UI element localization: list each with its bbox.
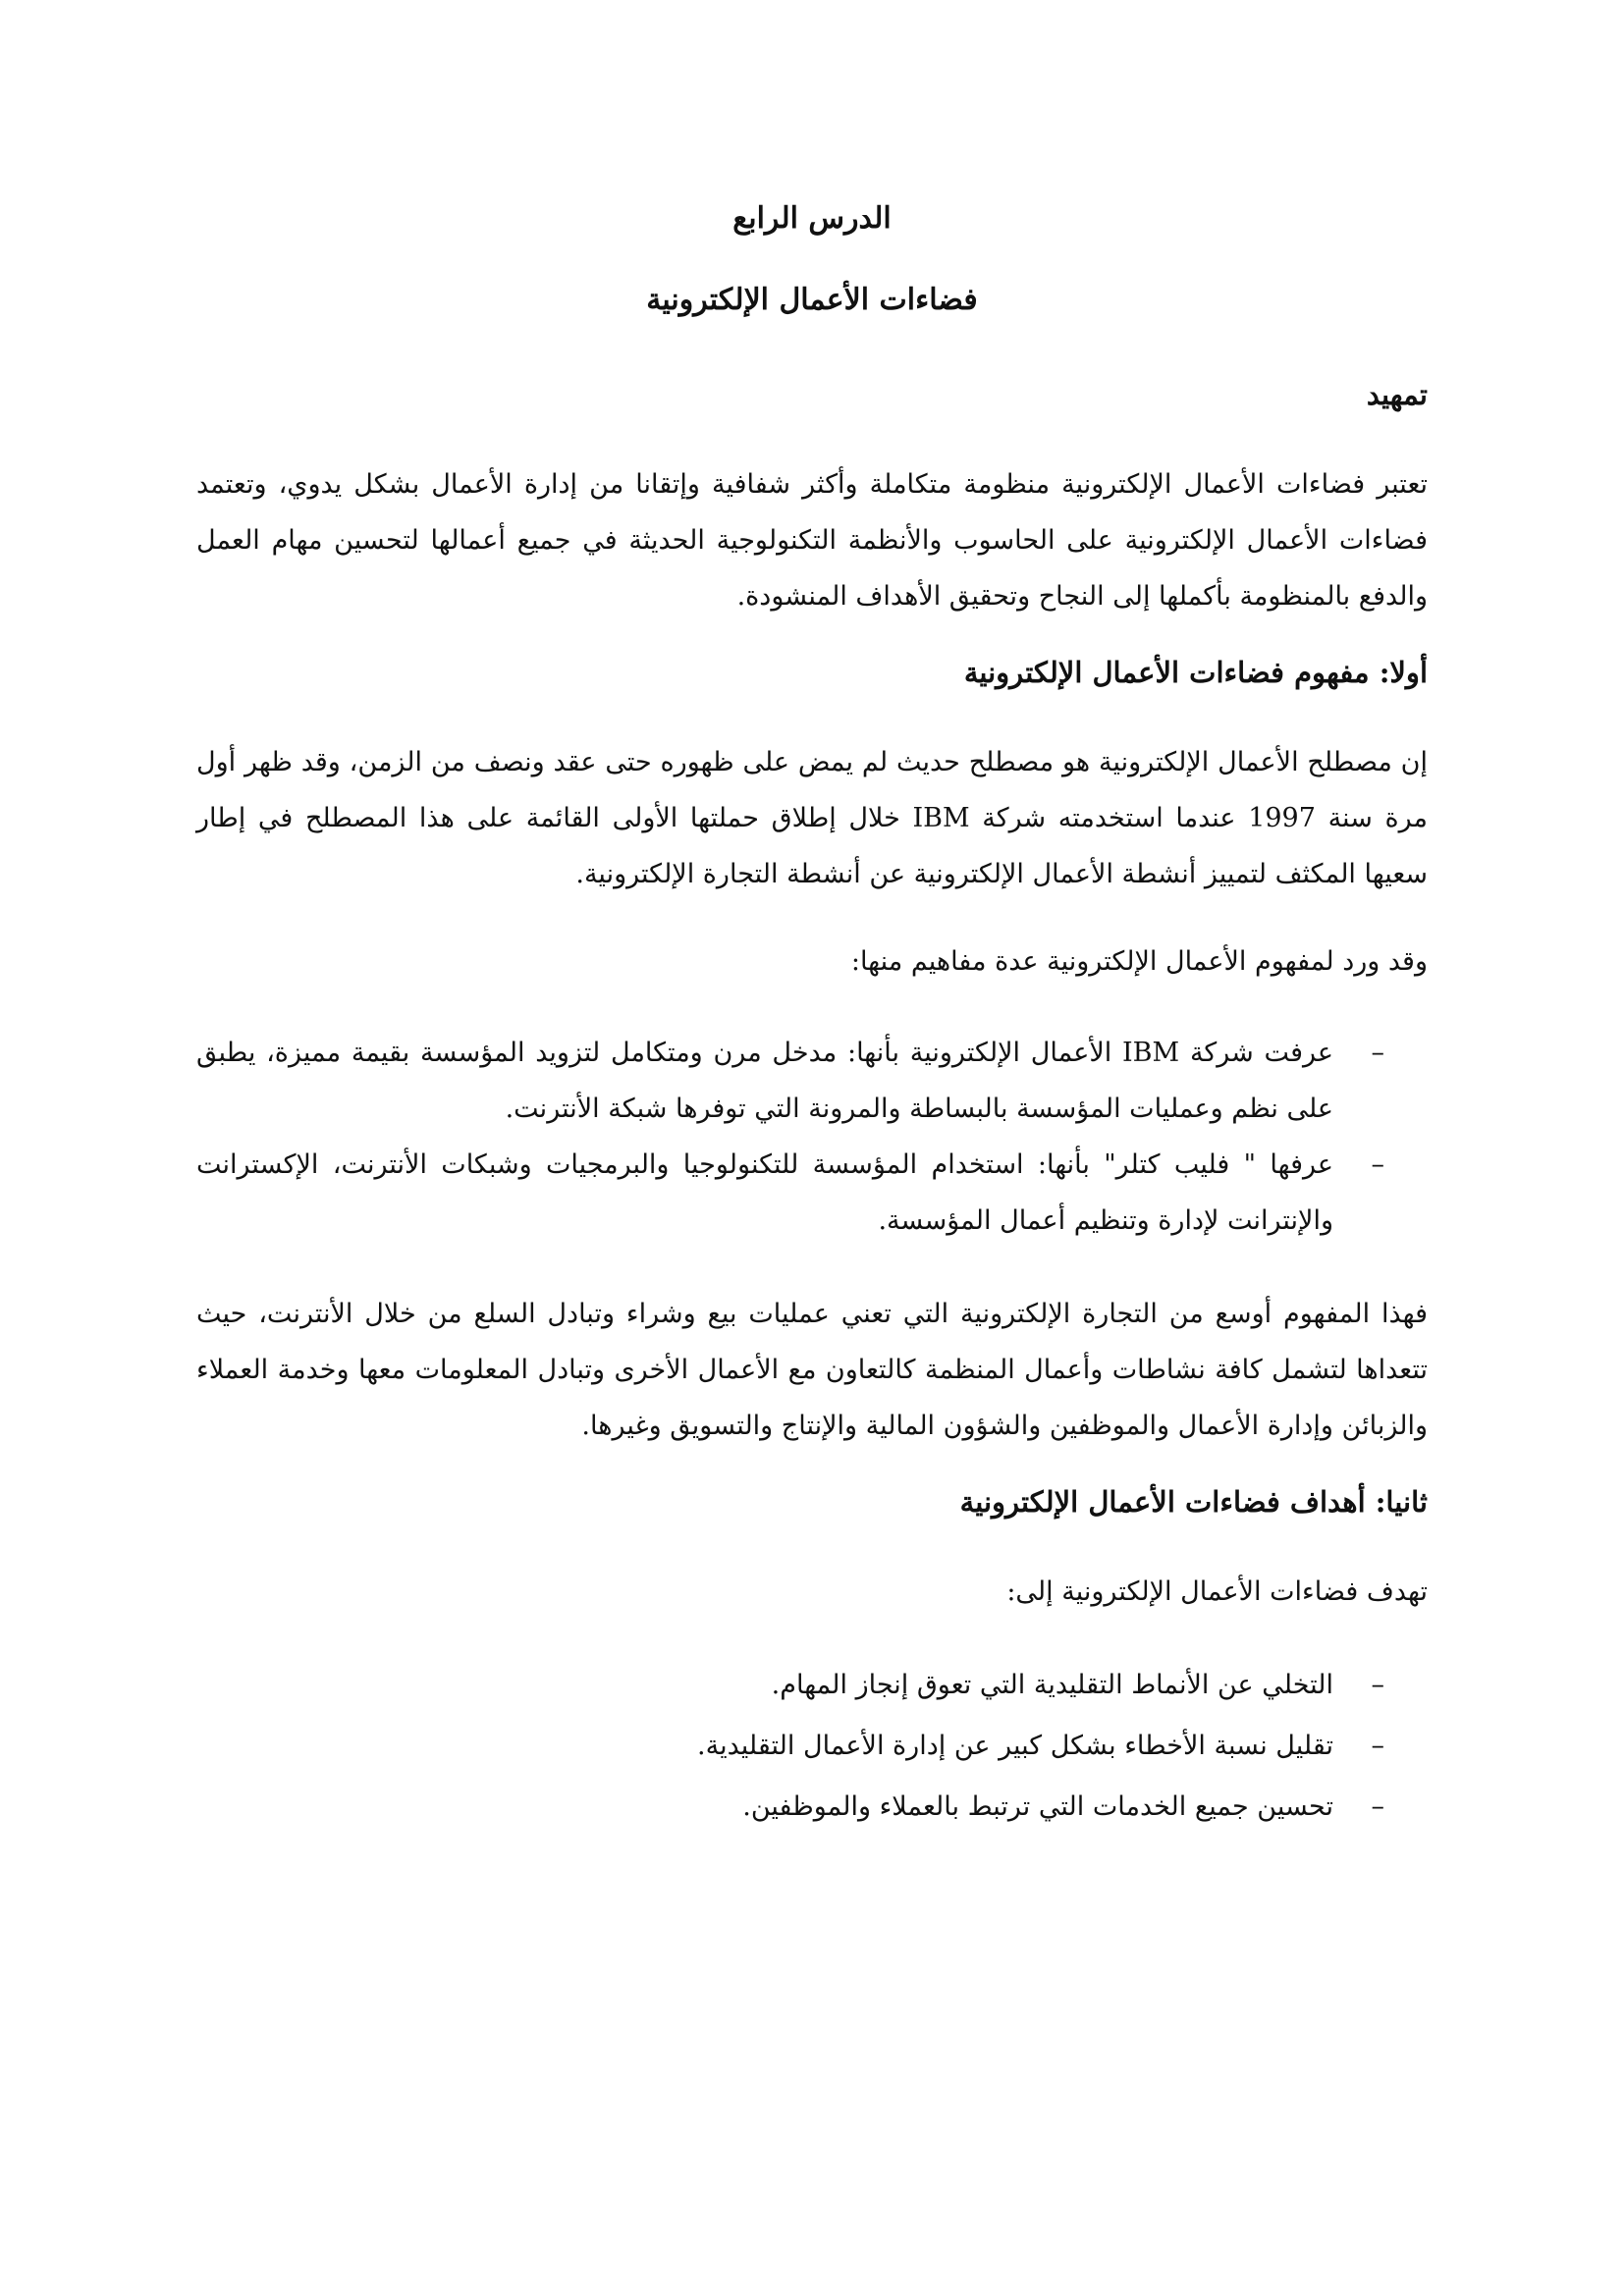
dash-bullet: –	[1371, 1149, 1384, 1180]
section1-paragraph: إن مصطلح الأعمال الإلكترونية هو مصطلح حديث لم يمض على ظهوره حتى عقد ونصف من الزمن، وقد ظهر أول مرة سنة 1997 عندما استخدمته شركة IBM خلال إطلاق حملتها الأولى القائمة على هذا المصطلح في إطار سعيها المكثف لتمييز أنشطة الأعمال الإلكترونية عن أنشطة التجارة الإلكترونية.	[196, 747, 1429, 889]
section2-lead: تهدف فضاءات الأعمال الإلكترونية إلى:	[1006, 1576, 1428, 1607]
definition-text: عرفها " فليب كتلر" بأنها: استخدام المؤسسة للتكنولوجيا والبرمجيات وشبكات الأنترنت، الإكسترانت والإنترانت لإدارة وتنظيم أعمال المؤسسة.	[196, 1149, 1333, 1236]
definitions-list	[196, 1025, 1428, 1249]
list-item	[196, 1777, 1384, 1838]
dash-bullet: –	[1371, 1731, 1384, 1761]
section2-heading: ثانيا: أهداف فضاءات الأعمال الإلكترونية	[959, 1485, 1428, 1519]
list-item	[196, 1025, 1384, 1137]
goal-text: التخلي عن الأنماط التقليدية التي تعوق إنجاز المهام.	[771, 1670, 1333, 1700]
lesson-number: الدرس الرابع	[732, 201, 892, 236]
dash-bullet: –	[1371, 1791, 1384, 1822]
intro-paragraph: تعتبر فضاءات الأعمال الإلكترونية منظومة متكاملة وأكثر شفافية وإتقانا من إدارة الأعمال بشكل يدوي، وتعتمد فضاءات الأعمال الإلكترونية على الحاسوب والأنظمة التكنولوجية الحديثة في جميع أعمالها لتحسين مهام العمل والدفع بالمنظومة بأكملها إلى النجاح وتحقيق الأهداف المنشودة.	[196, 469, 1428, 612]
section1-closing: فهذا المفهوم أوسع من التجارة الإلكترونية التي تعني عمليات بيع وشراء وتبادل السلع من خلال الأنترنت، حيث تتعداها لتشمل كافة نشاطات وأعمال المنظمة كالتعاون مع الأعمال الأخرى وتبادل المعلومات معها وخدمة العملاء والزبائن وإدارة الأعمال والموظفين والشؤون المالية والإنتاج والتسويق وغيرها.	[196, 1299, 1428, 1441]
list-item	[196, 1716, 1384, 1777]
lesson-title: فضاءات الأعمال الإلكترونية	[646, 283, 978, 317]
list-item	[196, 1137, 1384, 1249]
intro-heading: تمهيد	[1366, 378, 1428, 411]
section1-heading: أولا: مفهوم فضاءات الأعمال الإلكترونية	[963, 656, 1428, 689]
section1-lead: وقد ورد لمفهوم الأعمال الإلكترونية عدة مفاهيم منها:	[850, 946, 1428, 977]
goal-text: تحسين جميع الخدمات التي ترتبط بالعملاء والموظفين.	[742, 1791, 1333, 1822]
definition-text: عرفت شركة IBM الأعمال الإلكترونية بأنها: مدخل مرن ومتكامل لتزويد المؤسسة بقيمة مميزة، يطبق على نظم وعمليات المؤسسة بالبساطة والمرونة التي توفرها شبكة الأنترنت.	[196, 1038, 1333, 1124]
dash-bullet: –	[1371, 1038, 1384, 1068]
dash-bullet: –	[1371, 1670, 1384, 1700]
goals-list	[196, 1655, 1428, 1838]
list-item	[196, 1655, 1384, 1716]
goal-text: تقليل نسبة الأخطاء بشكل كبير عن إدارة الأعمال التقليدية.	[697, 1731, 1333, 1761]
